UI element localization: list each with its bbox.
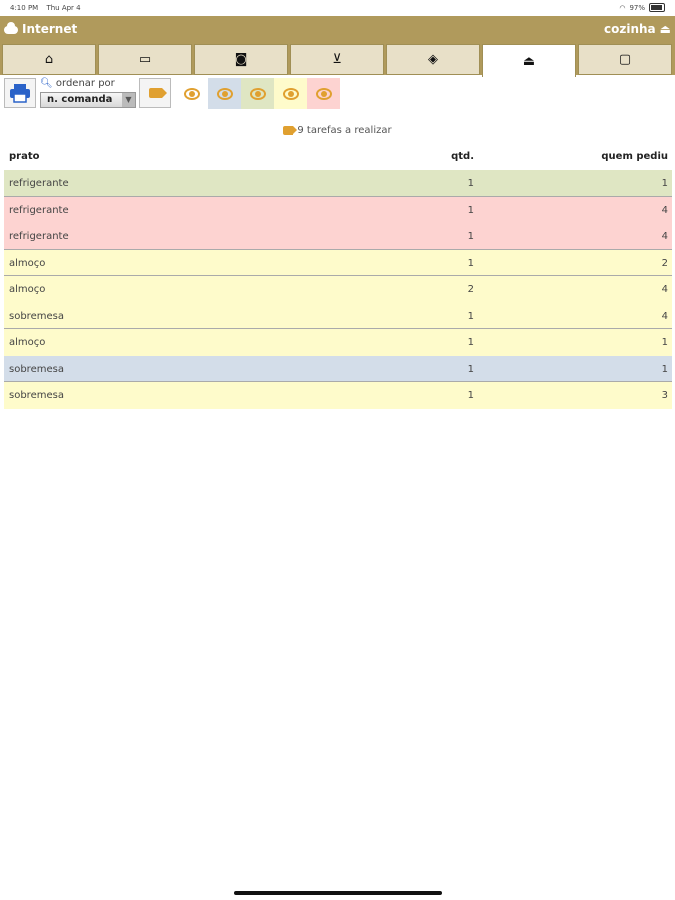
tag-button[interactable] (139, 78, 171, 108)
cell-prato: sobremesa (9, 310, 64, 322)
cell-quem: 1 (661, 178, 668, 189)
tab-kitchen[interactable] (482, 44, 576, 77)
table-row[interactable] (4, 303, 672, 330)
order-label-text: ordenar por (55, 78, 115, 89)
column-qtd[interactable]: qtd. (451, 151, 474, 162)
cell-prato: sobremesa (9, 363, 64, 375)
layers-icon: ◈ (428, 52, 438, 67)
wifi-icon: ◠ (619, 3, 626, 12)
connection-status[interactable] (4, 22, 77, 36)
filter-blue[interactable] (208, 78, 241, 109)
cell-quem: 1 (661, 337, 668, 348)
tag-icon (149, 88, 162, 98)
eye-icon (217, 88, 233, 100)
cell-qtd: 1 (467, 204, 474, 216)
battery-icon (649, 3, 665, 12)
cell-qtd: 1 (467, 257, 474, 269)
tab-contacts[interactable] (194, 44, 288, 75)
tab-card[interactable] (98, 44, 192, 75)
cell-qtd: 1 (467, 231, 474, 242)
cell-quem: 2 (661, 257, 668, 269)
cell-prato: almoço (9, 257, 46, 269)
cell-prato: almoço (9, 337, 46, 348)
cell-quem: 3 (661, 390, 668, 401)
cloud-icon (4, 26, 18, 34)
task-count-label: 9 tarefas a realizar (297, 125, 392, 136)
app-header (0, 16, 675, 42)
cell-qtd: 1 (467, 178, 474, 189)
card-icon: ▭ (138, 52, 152, 67)
table-row[interactable] (4, 329, 672, 356)
printer-icon (9, 83, 31, 103)
search-icon: 🔍︎ (40, 78, 53, 89)
cart-icon: ⊻ (332, 52, 342, 67)
cell-qtd: 1 (467, 363, 474, 375)
table-body (4, 170, 672, 409)
eye-icon (283, 88, 299, 100)
task-count (0, 125, 675, 136)
order-select-value: n. comanda (47, 94, 113, 105)
tag-icon (283, 126, 293, 135)
cell-prato: refrigerante (9, 178, 69, 189)
table-row[interactable] (4, 250, 672, 277)
print-button[interactable] (4, 78, 36, 108)
tab-home[interactable] (2, 44, 96, 75)
filter-yellow[interactable] (274, 78, 307, 109)
eye-icon (184, 88, 200, 100)
tab-calendar[interactable] (578, 44, 672, 75)
connection-label: Internet (22, 22, 78, 36)
table-row[interactable] (4, 276, 672, 303)
cell-qtd: 1 (467, 390, 474, 401)
tab-layers[interactable] (386, 44, 480, 75)
eject-icon: ⏏ (522, 53, 536, 69)
column-quem-pediu[interactable]: quem pediu (601, 151, 668, 162)
cell-prato: refrigerante (9, 204, 69, 216)
table-row[interactable] (4, 170, 672, 197)
eye-icon (250, 88, 266, 100)
filter-white[interactable] (175, 78, 208, 109)
cell-qtd: 2 (467, 284, 474, 295)
cell-prato: refrigerante (9, 231, 69, 242)
cell-qtd: 1 (467, 337, 474, 348)
eye-icon (316, 88, 332, 100)
cell-quem: 4 (661, 284, 668, 295)
table-row[interactable] (4, 197, 672, 224)
calendar-icon: ▢ (618, 52, 632, 67)
table-row[interactable] (4, 382, 672, 409)
table-row[interactable] (4, 223, 672, 250)
order-label (40, 78, 115, 89)
filter-green[interactable] (241, 78, 274, 109)
table-row[interactable] (4, 356, 672, 383)
status-time: 4:10 PM (10, 4, 39, 12)
tab-bar (0, 42, 675, 75)
order-select[interactable] (40, 92, 136, 108)
column-prato[interactable]: prato (9, 151, 40, 162)
status-date: Thu Apr 4 (46, 4, 81, 12)
filter-red[interactable] (307, 78, 340, 109)
home-icon: ⌂ (44, 52, 54, 67)
chevron-down-icon: ▼ (122, 93, 135, 107)
eject-icon: ⏏ (659, 22, 671, 36)
cell-quem: 4 (661, 310, 668, 322)
cell-quem: 4 (661, 204, 668, 216)
status-bar (0, 0, 675, 16)
tab-cart[interactable] (290, 44, 384, 75)
contact-icon: ◙ (234, 52, 248, 67)
station-selector[interactable] (604, 22, 671, 36)
table-header (4, 148, 672, 168)
battery-percent: 97% (629, 3, 645, 12)
cell-qtd: 1 (467, 310, 474, 322)
toolbar (0, 76, 675, 112)
station-label: cozinha (604, 22, 656, 36)
cell-prato: almoço (9, 284, 46, 295)
cell-quem: 1 (661, 363, 668, 375)
cell-quem: 4 (661, 231, 668, 242)
cell-prato: sobremesa (9, 390, 64, 401)
home-indicator[interactable] (234, 891, 442, 895)
